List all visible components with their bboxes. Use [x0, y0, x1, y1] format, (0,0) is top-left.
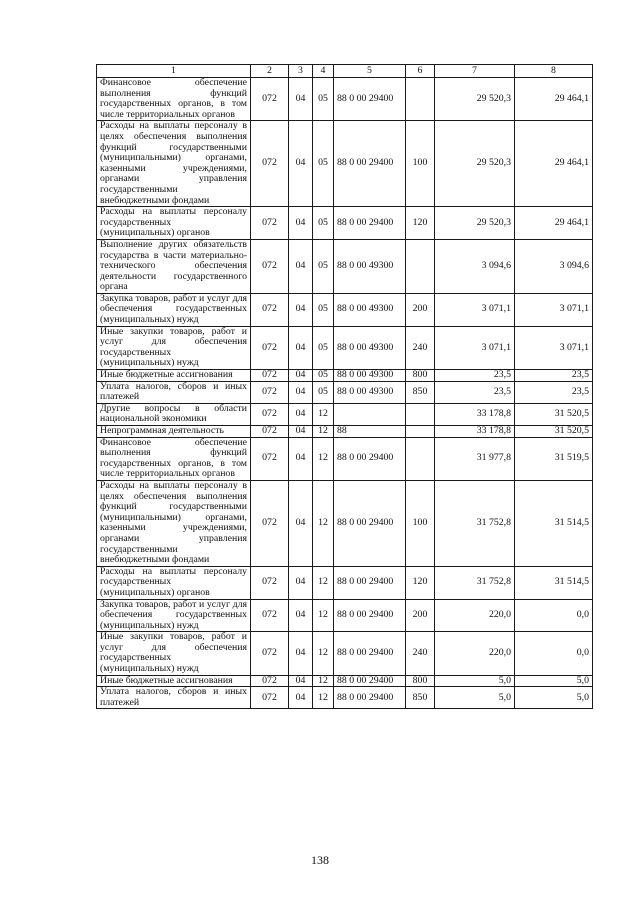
- ministry-code: 072: [251, 480, 289, 566]
- subsection-code: 05: [313, 239, 334, 293]
- item-description: Закупка товаров, работ и услуг для обеспечения государственных (муниципальных) нужд: [97, 599, 251, 632]
- target-article-code: 88 0 00 29400: [334, 632, 406, 675]
- amount-planned: 33 178,8: [435, 426, 515, 438]
- column-header: 2: [251, 65, 289, 78]
- expense-type-code: 100: [406, 480, 435, 566]
- table-row: [97, 121, 593, 207]
- expense-type-code: 850: [406, 687, 435, 709]
- amount-executed: 3 071,1: [515, 326, 593, 369]
- item-description: Иные бюджетные ассигнования: [97, 370, 251, 382]
- amount-executed: 0,0: [515, 632, 593, 675]
- subsection-code: 12: [313, 426, 334, 438]
- subsection-code: 12: [313, 566, 334, 599]
- section-code: 04: [289, 121, 313, 207]
- table-row: [97, 78, 593, 121]
- table-row: [97, 632, 593, 675]
- item-description: Финансовое обеспечение выполнения функций государственных органов, в том числе территориальных органов: [97, 437, 251, 480]
- amount-planned: 3 094,6: [435, 239, 515, 293]
- section-code: 04: [289, 239, 313, 293]
- ministry-code: 072: [251, 239, 289, 293]
- amount-executed: 29 464,1: [515, 78, 593, 121]
- section-code: 04: [289, 326, 313, 369]
- ministry-code: 072: [251, 599, 289, 632]
- section-code: 04: [289, 632, 313, 675]
- expense-type-code: 200: [406, 293, 435, 326]
- amount-planned: 31 752,8: [435, 566, 515, 599]
- table-row: [97, 437, 593, 480]
- table-row: [97, 239, 593, 293]
- target-article-code: 88 0 00 29400: [334, 78, 406, 121]
- section-code: 04: [289, 437, 313, 480]
- section-code: 04: [289, 687, 313, 709]
- item-description: Непрограммная деятельность: [97, 426, 251, 438]
- item-description: Расходы на выплаты персоналу в целях обеспечения выполнения функций государственными (муниципальными) органами, казенными учреждениями, органами управления государственными внебюджетными фондами: [97, 121, 251, 207]
- amount-executed: 31 520,5: [515, 403, 593, 425]
- item-description: Иные бюджетные ассигнования: [97, 675, 251, 687]
- table-row: [97, 381, 593, 403]
- table-row: [97, 326, 593, 369]
- amount-executed: 23,5: [515, 370, 593, 382]
- table-body: [97, 78, 593, 709]
- target-article-code: [334, 403, 406, 425]
- item-description: Уплата налогов, сборов и иных платежей: [97, 687, 251, 709]
- amount-executed: 0,0: [515, 599, 593, 632]
- expense-type-code: 100: [406, 121, 435, 207]
- table-row: [97, 293, 593, 326]
- expense-type-code: 800: [406, 675, 435, 687]
- target-article-code: 88 0 00 49300: [334, 326, 406, 369]
- amount-planned: 31 977,8: [435, 437, 515, 480]
- subsection-code: 12: [313, 687, 334, 709]
- target-article-code: 88 0 00 49300: [334, 381, 406, 403]
- ministry-code: 072: [251, 293, 289, 326]
- target-article-code: 88 0 00 49300: [334, 239, 406, 293]
- subsection-code: 05: [313, 381, 334, 403]
- column-header: 7: [435, 65, 515, 78]
- column-header: 4: [313, 65, 334, 78]
- target-article-code: 88: [334, 426, 406, 438]
- ministry-code: 072: [251, 370, 289, 382]
- expense-type-code: [406, 403, 435, 425]
- expense-type-code: 800: [406, 370, 435, 382]
- ministry-code: 072: [251, 207, 289, 240]
- subsection-code: 12: [313, 480, 334, 566]
- section-code: 04: [289, 566, 313, 599]
- expense-type-code: 120: [406, 566, 435, 599]
- amount-planned: 220,0: [435, 599, 515, 632]
- expense-type-code: 200: [406, 599, 435, 632]
- amount-executed: 29 464,1: [515, 207, 593, 240]
- ministry-code: 072: [251, 381, 289, 403]
- amount-planned: 33 178,8: [435, 403, 515, 425]
- item-description: Уплата налогов, сборов и иных платежей: [97, 381, 251, 403]
- ministry-code: 072: [251, 403, 289, 425]
- subsection-code: 12: [313, 632, 334, 675]
- ministry-code: 072: [251, 675, 289, 687]
- amount-executed: 3 094,6: [515, 239, 593, 293]
- page-number: 138: [311, 853, 329, 867]
- subsection-code: 05: [313, 370, 334, 382]
- amount-executed: 3 071,1: [515, 293, 593, 326]
- subsection-code: 12: [313, 675, 334, 687]
- ministry-code: 072: [251, 326, 289, 369]
- table-row: [97, 687, 593, 709]
- table-row: [97, 403, 593, 425]
- section-code: 04: [289, 78, 313, 121]
- subsection-code: 05: [313, 207, 334, 240]
- column-header: 3: [289, 65, 313, 78]
- item-description: Финансовое обеспечение выполнения функций государственных органов, в том числе территориальных органов: [97, 78, 251, 121]
- ministry-code: 072: [251, 78, 289, 121]
- budget-table-container: [96, 64, 592, 709]
- section-code: 04: [289, 207, 313, 240]
- column-header: 1: [97, 65, 251, 78]
- table-row: [97, 675, 593, 687]
- target-article-code: 88 0 00 29400: [334, 599, 406, 632]
- expense-type-code: 850: [406, 381, 435, 403]
- expense-type-code: [406, 239, 435, 293]
- target-article-code: 88 0 00 29400: [334, 675, 406, 687]
- target-article-code: 88 0 00 29400: [334, 566, 406, 599]
- item-description: Выполнение других обязательств государства в части материально-технического обеспечения деятельности государственного органа: [97, 239, 251, 293]
- target-article-code: 88 0 00 29400: [334, 687, 406, 709]
- expense-type-code: [406, 78, 435, 121]
- section-code: 04: [289, 480, 313, 566]
- table-header-row: [97, 65, 593, 78]
- ministry-code: 072: [251, 566, 289, 599]
- ministry-code: 072: [251, 426, 289, 438]
- ministry-code: 072: [251, 437, 289, 480]
- section-code: 04: [289, 675, 313, 687]
- target-article-code: 88 0 00 29400: [334, 480, 406, 566]
- column-header: 8: [515, 65, 593, 78]
- target-article-code: 88 0 00 49300: [334, 370, 406, 382]
- amount-executed: 23,5: [515, 381, 593, 403]
- column-header: 6: [406, 65, 435, 78]
- amount-executed: 5,0: [515, 687, 593, 709]
- budget-table: [96, 64, 593, 709]
- amount-planned: 29 520,3: [435, 207, 515, 240]
- subsection-code: 12: [313, 437, 334, 480]
- amount-executed: 5,0: [515, 675, 593, 687]
- subsection-code: 05: [313, 326, 334, 369]
- amount-planned: 29 520,3: [435, 121, 515, 207]
- amount-executed: 31 519,5: [515, 437, 593, 480]
- expense-type-code: 240: [406, 326, 435, 369]
- expense-type-code: 240: [406, 632, 435, 675]
- table-row: [97, 370, 593, 382]
- subsection-code: 05: [313, 121, 334, 207]
- target-article-code: 88 0 00 29400: [334, 207, 406, 240]
- section-code: 04: [289, 370, 313, 382]
- amount-planned: 220,0: [435, 632, 515, 675]
- item-description: Иные закупки товаров, работ и услуг для обеспечения государственных (муниципальных) нужд: [97, 326, 251, 369]
- amount-executed: 31 520,5: [515, 426, 593, 438]
- amount-planned: 3 071,1: [435, 293, 515, 326]
- section-code: 04: [289, 381, 313, 403]
- item-description: Закупка товаров, работ и услуг для обеспечения государственных (муниципальных) нужд: [97, 293, 251, 326]
- subsection-code: 05: [313, 293, 334, 326]
- ministry-code: 072: [251, 121, 289, 207]
- section-code: 04: [289, 599, 313, 632]
- table-row: [97, 566, 593, 599]
- target-article-code: 88 0 00 29400: [334, 121, 406, 207]
- table-row: [97, 599, 593, 632]
- expense-type-code: [406, 426, 435, 438]
- table-row: [97, 480, 593, 566]
- amount-executed: 31 514,5: [515, 566, 593, 599]
- amount-planned: 23,5: [435, 370, 515, 382]
- amount-planned: 23,5: [435, 381, 515, 403]
- column-header: 5: [334, 65, 406, 78]
- item-description: Другие вопросы в области национальной экономики: [97, 403, 251, 425]
- amount-planned: 3 071,1: [435, 326, 515, 369]
- item-description: Расходы на выплаты персоналу государственных (муниципальных) органов: [97, 207, 251, 240]
- amount-planned: 5,0: [435, 687, 515, 709]
- subsection-code: 12: [313, 403, 334, 425]
- item-description: Иные закупки товаров, работ и услуг для обеспечения государственных (муниципальных) нужд: [97, 632, 251, 675]
- section-code: 04: [289, 403, 313, 425]
- target-article-code: 88 0 00 49300: [334, 293, 406, 326]
- item-description: Расходы на выплаты персоналу государственных (муниципальных) органов: [97, 566, 251, 599]
- section-code: 04: [289, 293, 313, 326]
- target-article-code: 88 0 00 29400: [334, 437, 406, 480]
- section-code: 04: [289, 426, 313, 438]
- ministry-code: 072: [251, 632, 289, 675]
- ministry-code: 072: [251, 687, 289, 709]
- expense-type-code: [406, 437, 435, 480]
- expense-type-code: 120: [406, 207, 435, 240]
- subsection-code: 05: [313, 78, 334, 121]
- amount-planned: 31 752,8: [435, 480, 515, 566]
- item-description: Расходы на выплаты персоналу в целях обеспечения выполнения функций государственными (муниципальными) органами, казенными учреждениями, органами управления государственными внебюджетными фондами: [97, 480, 251, 566]
- amount-executed: 31 514,5: [515, 480, 593, 566]
- table-row: [97, 207, 593, 240]
- table-row: [97, 426, 593, 438]
- subsection-code: 12: [313, 599, 334, 632]
- amount-executed: 29 464,1: [515, 121, 593, 207]
- amount-planned: 29 520,3: [435, 78, 515, 121]
- amount-planned: 5,0: [435, 675, 515, 687]
